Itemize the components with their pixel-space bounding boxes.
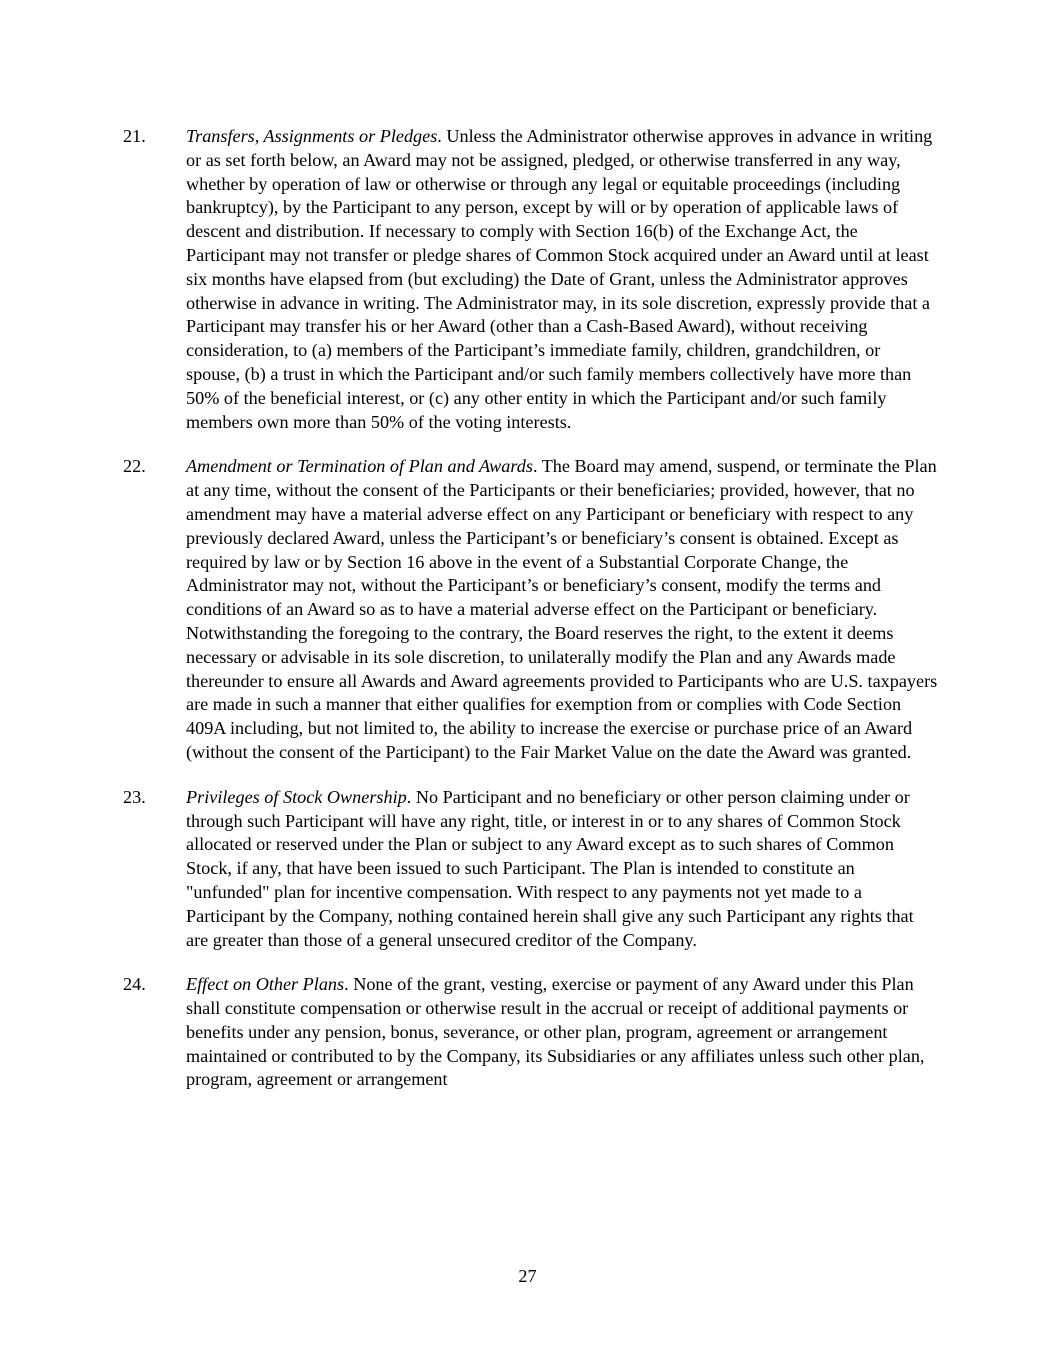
section-title: Privileges of Stock Ownership bbox=[186, 786, 407, 807]
section-text bbox=[186, 974, 924, 1089]
section-text bbox=[186, 787, 914, 950]
section-number: 24. bbox=[123, 974, 146, 995]
section-body: . Unless the Administrator otherwise approves in advance in writing or as set forth below, an Award may not be assigned, pledged, or otherwise transferred in any way, whether by operation of law or otherwise or through any legal or equitable proceedings (including bankruptcy), by the Participant to any person, except by will or by operation of applicable laws of descent and distribution. If necessary to comply with Section 16(b) of the Exchange Act, the Participant may not transfer or pledge shares of Common Stock acquired under an Award until at least six months have elapsed from (but excluding) the Date of Grant, unless the Administrator approves otherwise in advance in writing. The Administrator may, in its sole discretion, expressly provide that a Participant may transfer his or her Award (other than a Cash-Based Award), without receiving consideration, to (a) members of the Participant’s immediate family, children, grandchildren, or spouse, (b) a trust in which the Participant and/or such family members collectively have more than 50% of the beneficial interest, or (c) any other entity in which the Participant and/or such family members own more than 50% of the voting interests. bbox=[186, 126, 933, 432]
section-number: 22. bbox=[123, 456, 146, 477]
section-title: Transfers, Assignments or Pledges bbox=[186, 126, 438, 146]
section-body: . None of the grant, vesting, exercise or payment of any Award under this Plan shall constitute compensation or otherwise result in the accrual or receipt of additional payments or benefits under any pension, bonus, severance, or other plan, program, agreement or arrangement maintained or contributed to by the Company, its Subsidiaries or any affiliates unless such other plan, program, agreement or arrangement bbox=[186, 974, 925, 1090]
section-body: . The Board may amend, suspend, or terminate the Plan at any time, without the consent of the Participants or their beneficiaries; provided, however, that no amendment may have a material adverse effect on any Participant or beneficiary with respect to any previously declared Award, unless the Participant’s or beneficiary’s consent is obtained. Except as required by law or by Section 16 above in the event of a Substantial Corporate Change, the Administrator may not, without the Participant’s or beneficiary’s consent, modify the terms and conditions of an Award so as to have a material adverse effect on the Participant or beneficiary. Notwithstanding the foregoing to the contrary, the Board reserves the right, to the extent it deems necessary or advisable in its sole discretion, to unilaterally modify the Plan and any Awards made thereunder to ensure all Awards and Award agreements provided to Participants who are U.S. taxpayers are made in such a manner that either qualifies for exemption from or complies with Code Section 409A including, but not limited to, the ability to increase the exercise or purchase price of an Award (without the consent of the Participant) to the Fair Market Value on the date the Award was granted. bbox=[186, 456, 938, 762]
section-21 bbox=[123, 125, 938, 434]
section-body: . No Participant and no beneficiary or other person claiming under or through such Participant will have any right, title, or interest in or to any shares of Common Stock allocated or reserved under the Plan or subject to any Award except as to such shares of Common Stock, if any, that have been issued to such Participant. The Plan is intended to constitute an "unfunded" plan for incentive compensation. With respect to any payments not yet made to a Participant by the Company, nothing contained herein shall give any such Participant any rights that are greater than those of a general unsecured creditor of the Company. bbox=[186, 786, 914, 950]
section-text bbox=[186, 126, 932, 432]
section-text bbox=[186, 456, 937, 762]
section-number: 21. bbox=[123, 126, 146, 146]
sections-container bbox=[123, 125, 938, 1113]
section-title: Amendment or Termination of Plan and Awards bbox=[186, 456, 533, 477]
page-number: 27 bbox=[518, 1266, 537, 1286]
section-24 bbox=[123, 973, 938, 1092]
section-number: 23. bbox=[123, 786, 146, 807]
section-title: Effect on Other Plans bbox=[186, 974, 345, 995]
section-23 bbox=[123, 786, 938, 953]
section-22 bbox=[123, 455, 938, 764]
